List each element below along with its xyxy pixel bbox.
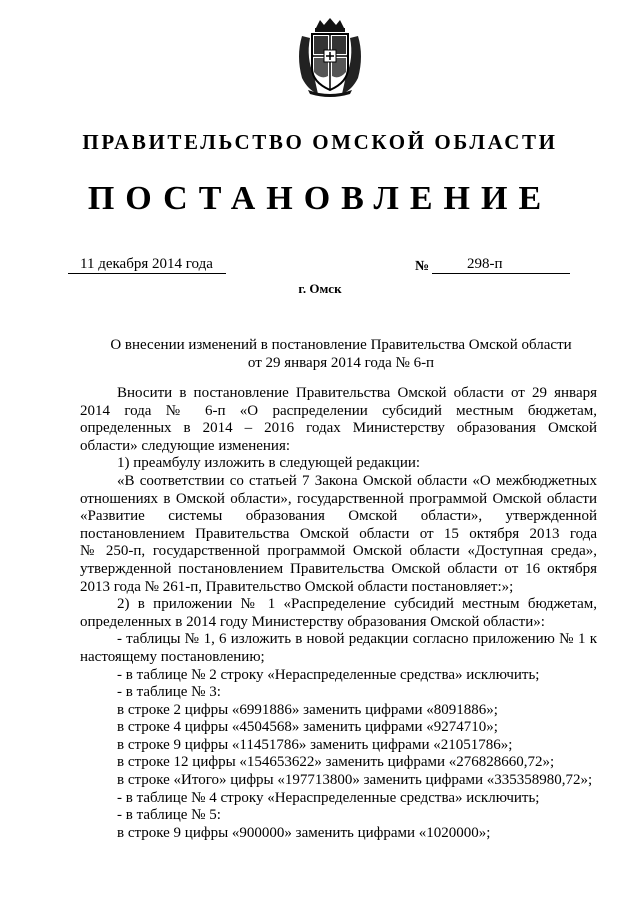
document-subject bbox=[0, 336, 640, 372]
body-line: постановлением Правительства Омской области от 15 октября 2013 года bbox=[80, 525, 597, 542]
body-line: - в таблице № 3: bbox=[117, 684, 221, 701]
subject-line: от 29 января 2014 года № 6-п bbox=[247, 355, 435, 371]
body-line: определенных в 2014 году Министерству образования Омской области»: bbox=[80, 613, 545, 630]
body-line: определенных в 2014 – 2016 годах Министерству образования Омской bbox=[80, 420, 597, 437]
body-line: в строке 4 цифры «4504568» заменить цифрами «9274710»; bbox=[117, 719, 498, 736]
body-line: в строке 2 цифры «6991886» заменить цифрами «8091886»; bbox=[117, 701, 498, 718]
body-line: утвержденной постановлением Правительства Омской области от 16 октября bbox=[80, 560, 597, 577]
subject-line: О внесении изменений в постановление Правительства Омской области bbox=[110, 337, 572, 353]
document-date: 11 декабря 2014 года bbox=[68, 255, 226, 274]
document-type: ПОСТАНОВЛЕНИЕ bbox=[87, 180, 553, 217]
body-line: «В соответствии со статьей 7 Закона Омской области «О межбюджетных bbox=[117, 472, 597, 489]
body-line: - в таблице № 4 строку «Нераспределенные средства» исключить; bbox=[117, 789, 540, 806]
body-line: - таблицы № 1, 6 изложить в новой редакции согласно приложению № 1 к bbox=[117, 631, 597, 648]
body-line: - в таблице № 2 строку «Нераспределенные средства» исключить; bbox=[117, 666, 540, 683]
document-number: 298-п bbox=[432, 255, 570, 274]
body-line: в строке 9 цифры «900000» заменить цифрами «1020000»; bbox=[117, 824, 491, 841]
body-line: в строке «Итого» цифры «197713800» заменить цифрами «335358980,72»; bbox=[117, 772, 593, 789]
omsk-oblast-coat-of-arms-icon bbox=[294, 16, 366, 98]
body-line: области» следующие изменения: bbox=[80, 437, 291, 454]
body-line: отношениях в Омской области», государственной программой Омской области bbox=[80, 490, 597, 507]
body-line: - в таблице № 5: bbox=[117, 807, 221, 824]
document-city: г. Омск bbox=[298, 281, 342, 296]
body-line: настоящему постановлению; bbox=[80, 648, 265, 665]
body-line: 2) в приложении № 1 «Распределение субсидий местным бюджетам, bbox=[117, 596, 597, 613]
body-line: Вносити в постановление Правительства Омской области от 29 января bbox=[117, 385, 597, 401]
government-title: ПРАВИТЕЛЬСТВО ОМСКОЙ ОБЛАСТИ bbox=[82, 130, 558, 154]
body-line: в строке 9 цифры «11451786» заменить цифрами «21051786»; bbox=[117, 736, 513, 753]
body-line: 1) преамбулу изложить в следующей редакции: bbox=[117, 455, 421, 472]
body-line: «Развитие системы образования Омской области», утвержденной bbox=[80, 508, 597, 525]
body-line: 2013 года № 261-п, Правительство Омской области постановляет:»; bbox=[80, 578, 514, 595]
number-label: № bbox=[415, 259, 430, 274]
document-body bbox=[80, 385, 597, 842]
body-line: в строке 12 цифры «154653622» заменить цифрами «276828660,72»; bbox=[117, 754, 555, 771]
body-line: 2014 года № 6-п «О распределении субсидий местным бюджетам, bbox=[80, 402, 597, 419]
body-line: № 250-п, государственной программой Омской области «Доступная среда», bbox=[80, 543, 597, 560]
